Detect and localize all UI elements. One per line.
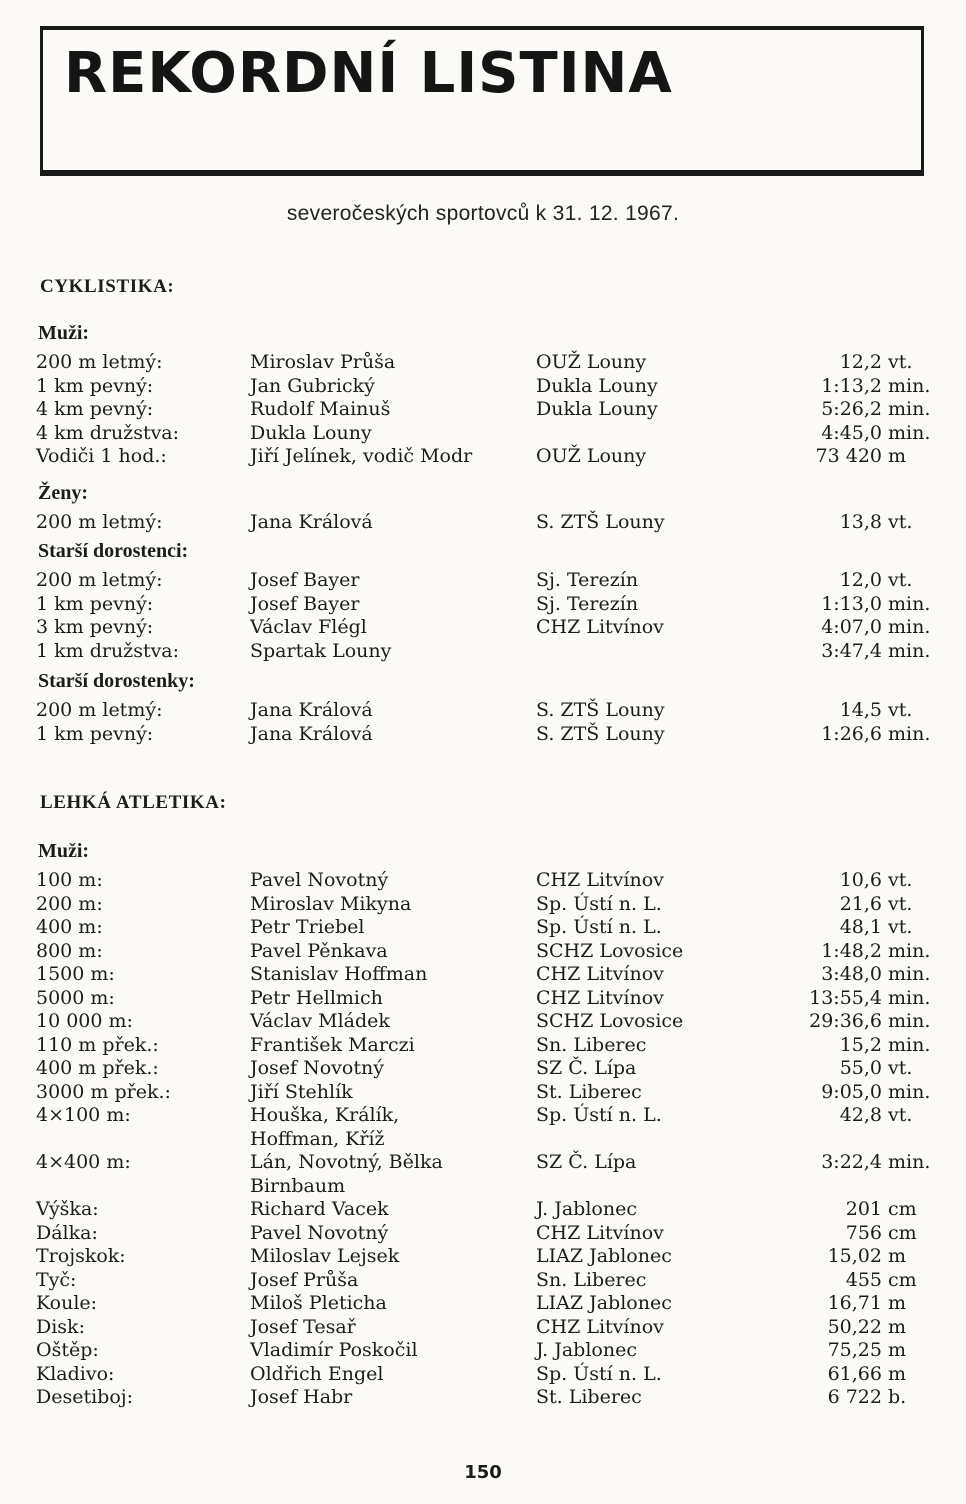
club-name: Sn. Liberec: [536, 1033, 647, 1056]
record-row: [0, 1033, 966, 1057]
record-row: [0, 421, 966, 445]
discipline: Tyč:: [36, 1268, 77, 1291]
athlete-name: Jiří Jelínek, vodič Modr: [250, 445, 473, 467]
record-row: [0, 568, 966, 592]
page-title: REKORDNÍ LISTINA: [64, 41, 673, 106]
record-row: [0, 1268, 966, 1292]
record-value: 16,71: [827, 1292, 882, 1314]
discipline: 1500 m:: [36, 963, 115, 985]
club-name: S. ZTŠ Louny: [536, 722, 665, 745]
athlete-name: Jana Králová: [250, 511, 373, 533]
record-value: 29:36,6: [809, 1010, 882, 1032]
record-value: 50,22: [827, 1315, 882, 1338]
club-name: Sj. Terezín: [536, 592, 639, 615]
record-row: [0, 1221, 966, 1245]
athlete-name: Václav Mládek: [250, 1010, 390, 1032]
athlete-name: Stanislav Hoffman: [250, 963, 428, 985]
record-unit: min.: [888, 986, 931, 1009]
record-unit: vt.: [888, 869, 913, 891]
club-name: Sn. Liberec: [536, 1268, 647, 1291]
athlete-name: František Marczi: [250, 1033, 415, 1056]
record-unit: vt.: [888, 511, 913, 533]
record-unit: cm: [888, 1221, 917, 1244]
record-row: [0, 510, 966, 534]
record-row: [0, 868, 966, 892]
record-unit: cm: [888, 1268, 917, 1291]
record-value: 1:48,2: [821, 939, 882, 962]
record-value: 3:22,4: [821, 1151, 882, 1173]
category-title: Muži:: [38, 322, 90, 344]
record-value: 1:13,0: [821, 592, 882, 615]
record-value: 55,0: [839, 1057, 882, 1079]
athlete-name: Hoffman, Kříž: [250, 1127, 385, 1150]
record-value: 15,02: [827, 1245, 882, 1267]
record-value: 6 722: [827, 1386, 882, 1408]
athlete-name: Pavel Novotný: [250, 869, 389, 891]
record-value: 201: [845, 1198, 882, 1220]
record-unit: vt.: [888, 916, 913, 938]
discipline: 1 km družstva:: [36, 639, 180, 662]
athlete-name: Josef Bayer: [250, 569, 360, 591]
record-unit: min.: [888, 398, 931, 420]
discipline: 400 m:: [36, 916, 103, 938]
club-name: CHZ Litvínov: [536, 616, 664, 638]
athlete-name: Rudolf Mainuš: [250, 398, 391, 420]
athlete-name: Pavel Pěnkava: [250, 939, 388, 962]
club-name: CHZ Litvínov: [536, 1221, 664, 1244]
athlete-name: Jiří Stehlík: [250, 1080, 353, 1103]
club-name: S. ZTŠ Louny: [536, 511, 665, 533]
record-unit: min.: [888, 616, 931, 638]
record-unit: cm: [888, 1198, 917, 1220]
record-value: 3:48,0: [821, 963, 882, 985]
record-unit: m: [888, 1292, 907, 1314]
record-value: 61,66: [827, 1362, 882, 1385]
record-unit: min.: [888, 1080, 931, 1103]
record-row: [0, 1315, 966, 1339]
discipline: Oštěp:: [36, 1339, 99, 1361]
record-row: [0, 374, 966, 398]
record-unit: min.: [888, 421, 931, 444]
discipline: 800 m:: [36, 939, 103, 962]
athlete-name: Miloslav Lejsek: [250, 1245, 400, 1267]
discipline: 4 km družstva:: [36, 421, 180, 444]
discipline: Výška:: [36, 1198, 99, 1220]
record-value: 10,6: [839, 869, 882, 891]
club-name: Sj. Terezín: [536, 569, 639, 591]
record-unit: min.: [888, 374, 931, 397]
record-value: 455: [845, 1268, 882, 1291]
discipline: Koule:: [36, 1292, 98, 1314]
record-row: [0, 397, 966, 421]
club-name: S. ZTŠ Louny: [536, 699, 665, 721]
club-name: Sp. Ústí n. L.: [536, 1104, 662, 1126]
discipline: 3 km pevný:: [36, 616, 154, 638]
discipline: 4×100 m:: [36, 1104, 131, 1126]
record-row: [0, 915, 966, 939]
page-subtitle: severočeských sportovců k 31. 12. 1967.: [286, 202, 680, 225]
athlete-name: Houška, Králík,: [250, 1104, 400, 1126]
club-name: SCHZ Lovosice: [536, 1010, 684, 1032]
page-number: 150: [464, 1462, 502, 1483]
club-name: OUŽ Louny: [536, 445, 647, 467]
record-row: [0, 1080, 966, 1104]
discipline: 5000 m:: [36, 986, 115, 1009]
record-row: [0, 1009, 966, 1033]
athlete-name: Vladimír Poskočil: [250, 1339, 418, 1361]
athlete-name: Josef Tesař: [250, 1315, 356, 1338]
club-name: LIAZ Jablonec: [536, 1292, 672, 1314]
club-name: OUŽ Louny: [536, 351, 647, 373]
record-unit: min.: [888, 639, 931, 662]
record-row: [0, 698, 966, 722]
record-unit: min.: [888, 592, 931, 615]
discipline: 200 m:: [36, 892, 103, 915]
record-row: [0, 444, 966, 468]
club-name: CHZ Litvínov: [536, 986, 664, 1009]
record-value: 13,8: [839, 511, 882, 533]
discipline: 1 km pevný:: [36, 722, 154, 745]
record-row: [0, 1103, 966, 1127]
club-name: Sp. Ústí n. L.: [536, 892, 662, 915]
discipline: 100 m:: [36, 869, 103, 891]
athlete-name: Josef Novotný: [250, 1057, 384, 1079]
record-row: [0, 1127, 966, 1151]
club-name: Sp. Ústí n. L.: [536, 916, 662, 938]
club-name: CHZ Litvínov: [536, 963, 664, 985]
discipline: 200 m letmý:: [36, 699, 163, 721]
athlete-name: Dukla Louny: [250, 421, 372, 444]
section-title: CYKLISTIKA:: [40, 276, 175, 297]
record-unit: m: [888, 1362, 907, 1385]
record-value: 42,8: [839, 1104, 882, 1126]
record-unit: vt.: [888, 569, 913, 591]
athlete-name: Miroslav Mikyna: [250, 892, 412, 915]
record-row: [0, 939, 966, 963]
record-value: 4:07,0: [821, 616, 882, 638]
discipline: 400 m přek.:: [36, 1057, 159, 1079]
record-value: 1:13,2: [821, 374, 882, 397]
record-unit: min.: [888, 939, 931, 962]
club-name: LIAZ Jablonec: [536, 1245, 672, 1267]
record-row: [0, 1362, 966, 1386]
record-unit: m: [888, 1315, 907, 1338]
record-value: 12,0: [839, 569, 882, 591]
record-row: [0, 1291, 966, 1315]
athlete-name: Petr Hellmich: [250, 986, 383, 1009]
record-unit: m: [888, 445, 907, 467]
athlete-name: Jan Gubrický: [250, 374, 375, 397]
discipline: 1 km pevný:: [36, 592, 154, 615]
athlete-name: Josef Bayer: [250, 592, 360, 615]
record-row: [0, 892, 966, 916]
record-unit: min.: [888, 1033, 931, 1056]
record-unit: min.: [888, 1010, 931, 1032]
athlete-name: Jana Králová: [250, 722, 373, 745]
club-name: St. Liberec: [536, 1386, 642, 1408]
record-value: 5:26,2: [821, 398, 882, 420]
record-row: [0, 986, 966, 1010]
record-unit: vt.: [888, 699, 913, 721]
record-row: [0, 1197, 966, 1221]
record-row: [0, 615, 966, 639]
athlete-name: Václav Flégl: [250, 616, 367, 638]
record-unit: min.: [888, 1151, 931, 1173]
discipline: Trojskok:: [36, 1245, 126, 1267]
record-value: 13:55,4: [809, 986, 882, 1009]
record-value: 48,1: [839, 916, 882, 938]
discipline: Vodiči 1 hod.:: [36, 445, 167, 467]
record-row: [0, 1385, 966, 1409]
record-unit: vt.: [888, 1057, 913, 1079]
category-title: Starší dorostenky:: [38, 670, 195, 692]
record-unit: m: [888, 1339, 907, 1361]
record-row: [0, 1338, 966, 1362]
record-row: [0, 639, 966, 663]
category-title: Starší dorostenci:: [38, 540, 189, 562]
record-value: 3:47,4: [821, 639, 882, 662]
athlete-name: Miloš Pleticha: [250, 1292, 387, 1314]
discipline: Disk:: [36, 1315, 85, 1338]
record-value: 9:05,0: [821, 1080, 882, 1103]
club-name: Sp. Ústí n. L.: [536, 1362, 662, 1385]
discipline: Desetiboj:: [36, 1386, 134, 1408]
club-name: Dukla Louny: [536, 374, 658, 397]
club-name: SZ Č. Lípa: [536, 1151, 637, 1173]
record-row: [0, 1244, 966, 1268]
discipline: 4 km pevný:: [36, 398, 154, 420]
record-row: [0, 962, 966, 986]
discipline: 200 m letmý:: [36, 511, 163, 533]
record-row: [0, 1150, 966, 1174]
athlete-name: Petr Triebel: [250, 916, 365, 938]
athlete-name: Josef Habr: [250, 1386, 353, 1408]
athlete-name: Josef Průša: [250, 1268, 359, 1291]
record-value: 4:45,0: [821, 421, 882, 444]
athlete-name: Jana Králová: [250, 699, 373, 721]
club-name: J. Jablonec: [536, 1339, 637, 1361]
discipline: 200 m letmý:: [36, 351, 163, 373]
record-value: 21,6: [839, 892, 882, 915]
record-unit: min.: [888, 722, 931, 745]
discipline: 4×400 m:: [36, 1151, 131, 1173]
record-row: [0, 1174, 966, 1198]
record-unit: vt.: [888, 892, 913, 915]
discipline: 1 km pevný:: [36, 374, 154, 397]
section-title: LEHKÁ ATLETIKA:: [40, 792, 227, 813]
athlete-name: Miroslav Průša: [250, 351, 396, 373]
record-unit: m: [888, 1245, 907, 1267]
record-value: 756: [845, 1221, 882, 1244]
athlete-name: Lán, Novotný, Bělka: [250, 1151, 443, 1173]
club-name: SZ Č. Lípa: [536, 1057, 637, 1079]
athlete-name: Spartak Louny: [250, 639, 392, 662]
athlete-name: Oldřich Engel: [250, 1362, 384, 1385]
record-value: 15,2: [839, 1033, 882, 1056]
athlete-name: Birnbaum: [250, 1174, 346, 1197]
record-value: 14,5: [839, 699, 882, 721]
record-unit: vt.: [888, 1104, 913, 1126]
athlete-name: Richard Vacek: [250, 1198, 389, 1220]
discipline: 200 m letmý:: [36, 569, 163, 591]
record-row: [0, 722, 966, 746]
record-value: 75,25: [827, 1339, 882, 1361]
record-value: 1:26,6: [821, 722, 882, 745]
record-row: [0, 592, 966, 616]
discipline: 3000 m přek.:: [36, 1080, 171, 1103]
discipline: Dálka:: [36, 1221, 98, 1244]
record-row: [0, 350, 966, 374]
discipline: Kladivo:: [36, 1362, 115, 1385]
athlete-name: Pavel Novotný: [250, 1221, 389, 1244]
record-value: 73 420: [815, 445, 882, 467]
club-name: St. Liberec: [536, 1080, 642, 1103]
record-row: [0, 1056, 966, 1080]
club-name: SCHZ Lovosice: [536, 939, 684, 962]
record-unit: b.: [888, 1386, 907, 1408]
club-name: J. Jablonec: [536, 1198, 637, 1220]
record-unit: min.: [888, 963, 931, 985]
category-title: Muži:: [38, 840, 90, 862]
discipline: 110 m přek.:: [36, 1033, 159, 1056]
record-unit: vt.: [888, 351, 913, 373]
category-title: Ženy:: [38, 482, 88, 504]
club-name: CHZ Litvínov: [536, 1315, 664, 1338]
club-name: CHZ Litvínov: [536, 869, 664, 891]
discipline: 10 000 m:: [36, 1010, 133, 1032]
club-name: Dukla Louny: [536, 398, 658, 420]
record-value: 12,2: [839, 351, 882, 373]
